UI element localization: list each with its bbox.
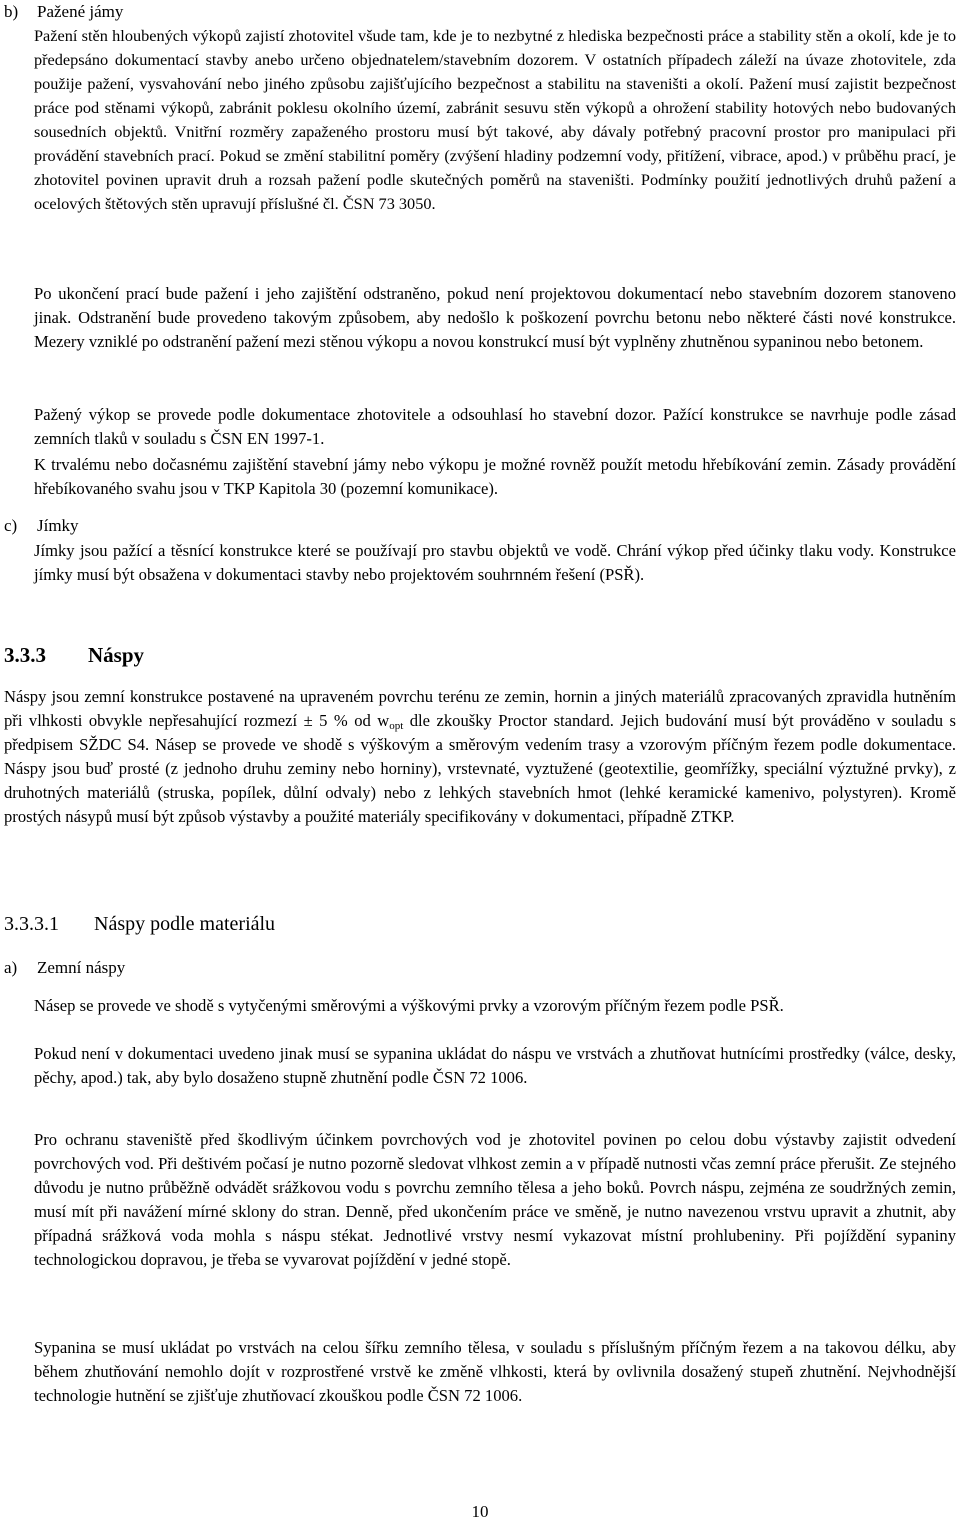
list-heading-a [4, 956, 956, 980]
subscript: opt [389, 720, 404, 732]
paragraph: Jímky jsou pažící a těsnící konstrukce které se používají pro stavbu objektů ve vodě. Chrání výkop před účinky tlaku vody. Konstrukce jímky musí být obsažena v dokumentaci stavby nebo projektovém souhrnném řešení (PSŘ). [34, 541, 956, 584]
paragraph: Násep se provede ve shodě s vytyčenými směrovými a výškovými prvky a vzorovým příčným řezem podle PSŘ. [34, 996, 784, 1015]
text-run: dle zkoušky Proctor standard. Jejich budování musí být prováděno v souladu s předpisem SŽDC S4. Násep se provede ve shodě s výškovým a směrovým vedením trasy a vzorovým příčným řezem podle dokumentace. Náspy jsou buď prosté (z jednoho druhu zeminy nebo horniny), vrstevnaté, vyztužené (geotextilie, geomřížky, speciální výztužné prvky), z druhotných materiálů (struska, popílek, důlní odvaly) nebo z lehkých stavebních hmot (lehké keramické kamenivo, polystyren). Kromě prostých násypů musí být způsob výstavby a použité materiály specifikovány v dokumentaci, případně ZTKP. [4, 711, 956, 826]
paragraph [4, 685, 956, 829]
paragraph: Pro ochranu staveniště před škodlivým účinkem povrchových vod je zhotovitel povinen po celou dobu výstavby zajistit odvedení povrchových vod. Při deštivém počasí je nutno pozorně sledovat vlhkost zemin a v případě nutnosti včas zemní práce přerušit. Ze stejného důvodu je nutno průběžně odvádět srážkovou vodu s povrchu zemního tělesa a jeho boků. Povrch náspu, zejména ze soudržných zemin, musí mít při navážení mírné sklony do stran. Denně, před ukončením práce ve směně, je nutno navezenou vrstvu upravit a zhutnit, aby případná srážková voda mohla s náspu stékat. Jednotlivé vrstvy nesmí vykazovat místní prohlubeniny. Při pojíždění sypaniny technologickou dopravou, je třeba se vyvarovat pojíždění v jedné stopě. [34, 1130, 956, 1269]
heading-title: Náspy [88, 643, 145, 667]
list-marker: c) [4, 516, 18, 535]
heading-number: 3.3.3.1 [4, 913, 59, 935]
page-number: 10 [471, 1502, 489, 1521]
paragraph: Sypanina se musí ukládat po vrstvách na celou šířku zemního tělesa, v souladu s příslušným příčným řezem a na takovou délku, aby během zhutňování nemohlo dojít v rozprostřené vrstvě ke změně vlhkosti, která by ovlivnila dosažený stupeň zhutnění. Nejvhodnější technologie hutnění se zjišťuje zhutňovací zkouškou podle ČSN 72 1006. [34, 1338, 956, 1405]
list-marker: b) [4, 2, 19, 21]
paragraph: Pažení stěn hloubených výkopů zajistí zhotovitel všude tam, kde je to nezbytné z hlediska bezpečnosti práce a stability stěn a okolí, kde je to předepsáno dokumentací stavby anebo určeno objednatelem/stavebním dozorem. V ostatních případech záleží na úvaze zhotovitele, zda použije pažení, vysvahování nebo jiného způsobu zajišťujícího bezpečnost a stabilitu na staveništi a okolí. Pažení musí zajistit bezpečnost práce pod stěnami výkopů, zabránit poklesu okolního území, zabránit sesuvu stěn výkopů a ohrožení stability hotových nebo budovaných sousedních objektů. Vnitřní rozměry zapaženého prostoru musí být takové, aby dávaly potřebný pracovní prostor pro manipulaci při provádění stavebních prací. Pokud se změní stabilitní poměry (zvýšení hladiny podzemní vody, přitížení, vibrace, apod.) v průběhu prací, je zhotovitel povinen upravit druh a rozsah pažení podle skutečných poměrů na staveništi. Podmínky použití jednotlivých druhů pažení a ocelových štětových stěn upravují příslušné čl. ČSN 73 3050. [34, 26, 956, 213]
list-heading-title: Zemní náspy [37, 958, 126, 977]
text-run: Náspy jsou zemní konstrukce postavené na upraveném povrchu terénu ze zemin, hornin a jiných materiálů zpracovaných zpravidla hutněním při vlhkosti obvykle nepřesahující rozmezí ± 5 % od w [4, 687, 956, 730]
list-marker: a) [4, 958, 18, 977]
heading-title: Náspy podle materiálu [94, 913, 276, 935]
heading-number: 3.3.3 [4, 643, 46, 667]
section-heading-3-3-3-1 [4, 910, 275, 938]
list-heading-title: Jímky [37, 516, 79, 535]
paragraph: K trvalému nebo dočasnému zajištění stavební jámy nebo výkopu je možné rovněž použít metodu hřebíkování zemin. Zásady provádění hřebíkovaného svahu jsou v TKP Kapitola 30 (pozemní komunikace). [34, 455, 956, 498]
list-heading-c [4, 514, 956, 538]
paragraph: Pokud není v dokumentaci uvedeno jinak musí se sypanina ukládat do náspu ve vrstvách a zhutňovat hutnícími prostředky (válce, desky, pěchy, apod.) tak, aby bylo dosaženo stupně zhutnění podle ČSN 72 1006. [34, 1044, 956, 1087]
paragraph: Po ukončení prací bude pažení i jeho zajištění odstraněno, pokud není projektovou dokumentací nebo stavebním dozorem stanoveno jinak. Odstranění bude provedeno takovým způsobem, aby nedošlo k poškození povrchu betonu nebo některé části nové konstrukce. Mezery vzniklé po odstranění pažení mezi stěnou výkopu a novou konstrukcí musí být vyplněny zhutněnou sypaninou nebo betonem. [34, 284, 956, 351]
paragraph: Pažený výkop se provede podle dokumentace zhotovitele a odsouhlasí ho stavební dozor. Pažící konstrukce se navrhuje podle zásad zemních tlaků v souladu s ČSN EN 1997-1. [34, 405, 956, 448]
list-heading-title: Pažené jámy [37, 2, 124, 21]
section-heading-3-3-3 [4, 641, 144, 669]
list-heading-b [4, 0, 956, 24]
